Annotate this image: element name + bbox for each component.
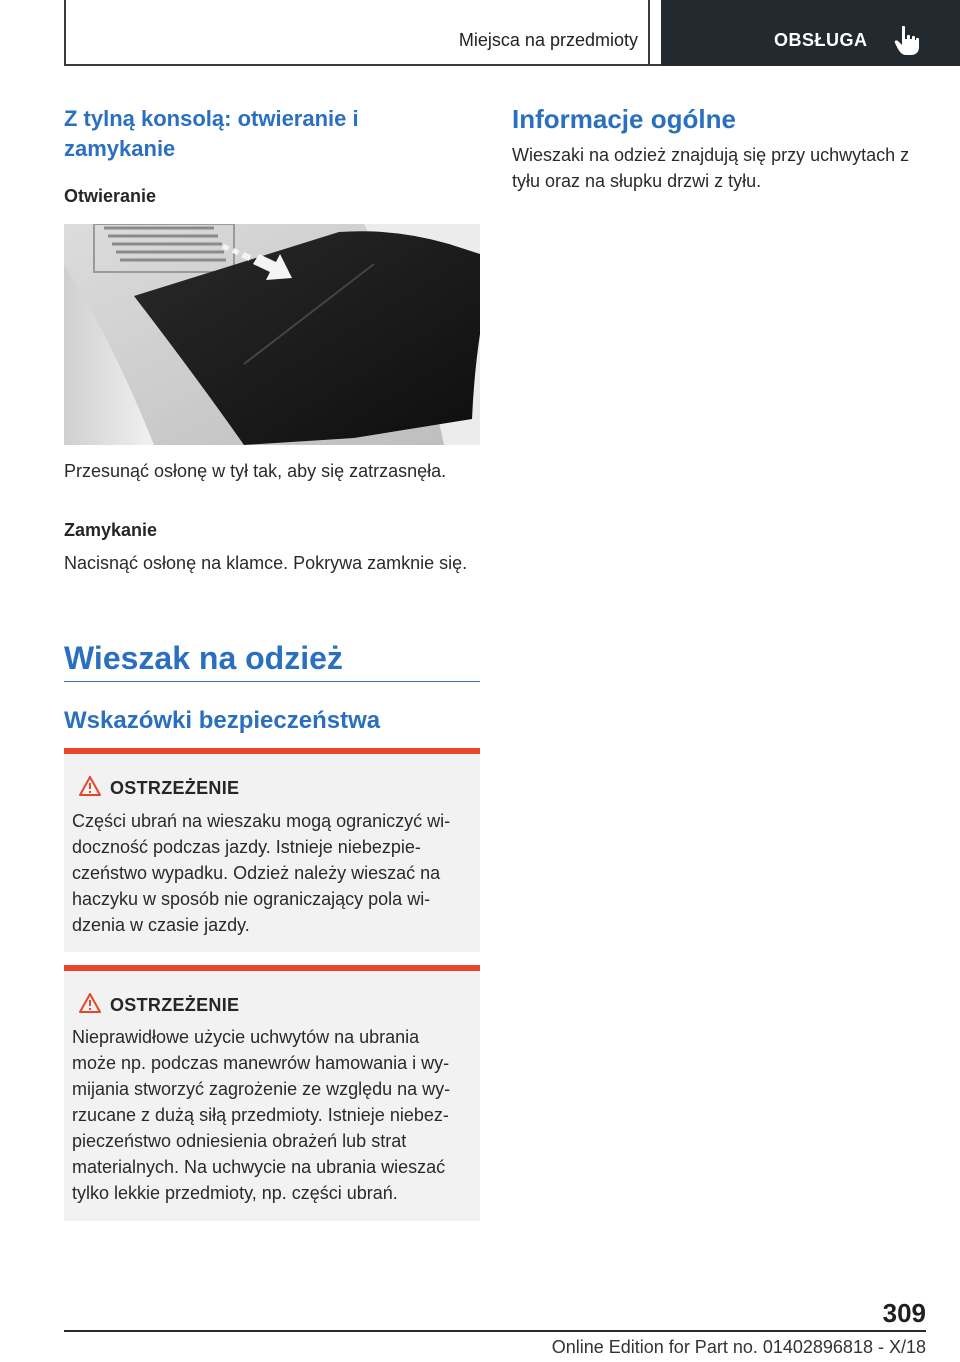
warning-line: Części ubrań na wieszaku mogą ograniczyć wi-: [72, 811, 451, 831]
footer-edition: Online Edition for Part no. 01402896818 - X/18: [551, 1337, 926, 1357]
warning-line: dzenia w czasie jazdy.: [72, 915, 250, 935]
warning-line: czeństwo wypadku. Odzież należy wieszać na: [72, 863, 441, 883]
warning-triangle-icon: [79, 993, 101, 1013]
header-section-title: Miejsca na przedmioty: [458, 30, 638, 50]
console-photo-drawing: [64, 224, 480, 445]
general-info-title: Informacje ogólne: [512, 104, 736, 134]
warning-triangle-icon: [79, 776, 101, 796]
warning-line: może np. podczas manewrów hamowania i wy-: [72, 1053, 450, 1073]
header-tab-label: OBSŁUGA: [774, 30, 868, 50]
warning-line: mijania stworzyć zagrożenie ze względu na wy-: [72, 1079, 451, 1099]
warning-text-2: [72, 1024, 476, 1206]
warning-line: pieczeństwo odniesienia obrażeń lub strat: [72, 1131, 407, 1151]
opening-text: Przesunąć osłonę w tył tak, aby się zatrzasnęła.: [64, 461, 447, 481]
header-separator: [648, 0, 650, 66]
general-info-text: Wieszaki na odzież znajdują się przy uchwytach z tyłu oraz na słupku drzwi z tyłu.: [512, 145, 910, 191]
closing-text: Nacisnąć osłonę na klamce. Pokrywa zamknie się.: [64, 553, 468, 573]
warning-line: haczyku w sposób nie ograniczający pola wi-: [72, 889, 431, 909]
chapter-title: Wieszak na odzież: [64, 640, 343, 676]
console-cover-photo: [64, 224, 480, 445]
closing-label: Zamykanie: [64, 520, 158, 540]
header-left-border: [64, 0, 66, 66]
safety-title: Wskazówki bezpieczeństwa: [64, 707, 381, 734]
warning-line: tylko lekkie przedmioty, np. części ubrań.: [72, 1183, 398, 1203]
chapter-rule: [64, 681, 480, 682]
warning-text-1: [72, 808, 476, 938]
warning-line: rzucane z dużą siłą przedmioty. Istnieje niebez-: [72, 1105, 449, 1125]
warning-line: doczność podczas jazdy. Istnieje niebezpie-: [72, 837, 421, 857]
subsection-title: Z tylną konsolą: otwieranie i zamykanie: [64, 106, 359, 161]
warning-label-2: OSTRZEŻENIE: [110, 995, 240, 1015]
footer-rule: [64, 1330, 926, 1332]
warning-line: Nieprawidłowe użycie uchwytów na ubrania: [72, 1027, 420, 1047]
warning-line: materialnych. Na uchwycie na ubrania wieszać: [72, 1157, 446, 1177]
hand-pointer-icon: [893, 25, 921, 57]
opening-label: Otwieranie: [64, 186, 157, 206]
page-number: 309: [882, 1298, 926, 1328]
warning-label-1: OSTRZEŻENIE: [110, 778, 240, 798]
